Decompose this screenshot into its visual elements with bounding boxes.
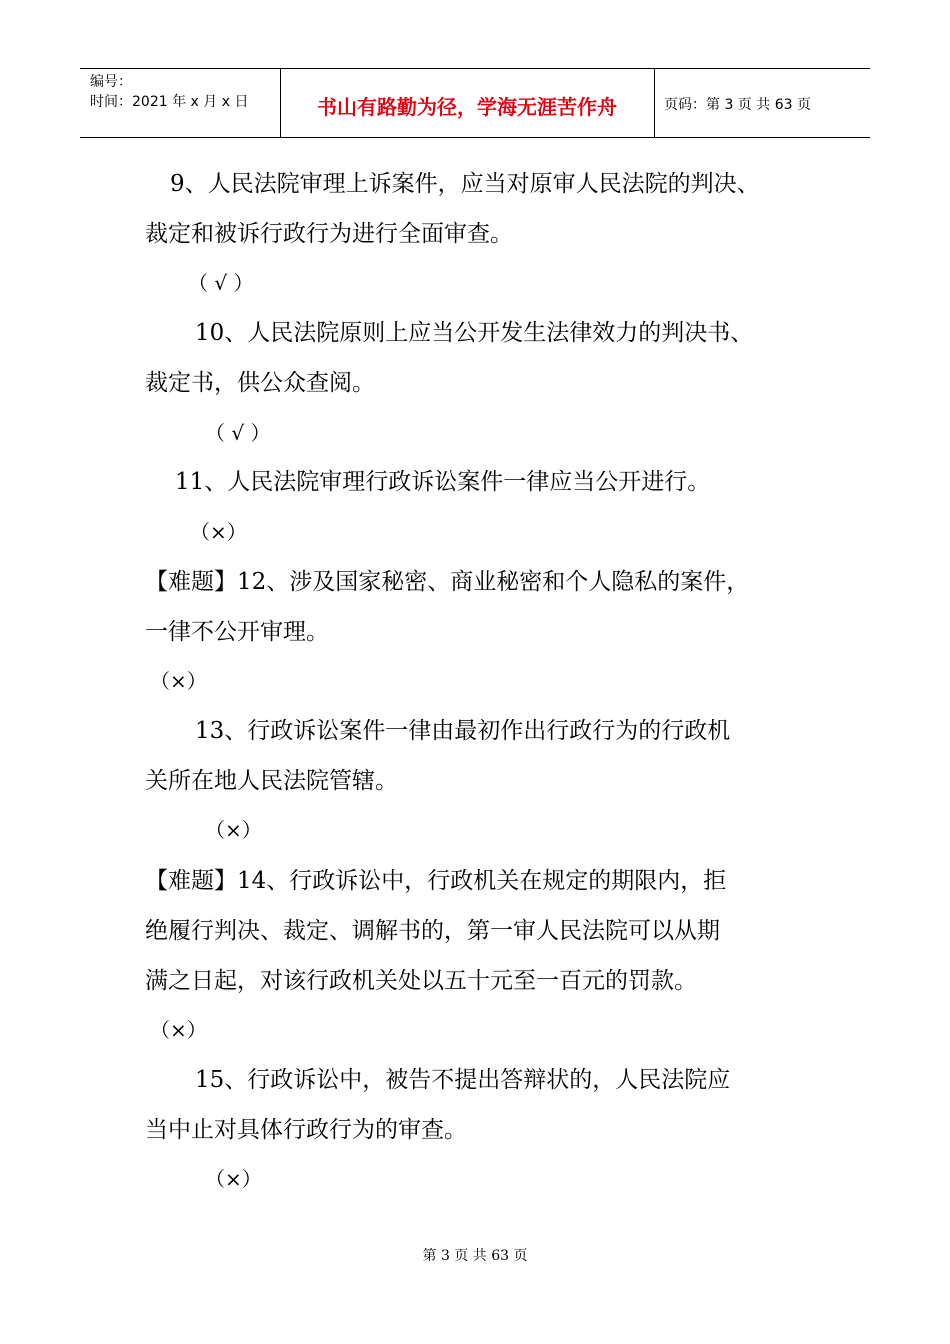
document-date-label: 时间：2021 年 x 月 x 日 bbox=[90, 94, 249, 110]
header-motto-cell bbox=[280, 69, 655, 137]
question-15-answer: （×） bbox=[205, 1167, 262, 1191]
header-info-cell bbox=[80, 69, 281, 137]
question-13-line-2: 关所在地人民法院管辖。 bbox=[145, 768, 398, 794]
question-14-line-3: 满之日起，对该行政机关处以五十元至一百元的罚款。 bbox=[145, 968, 697, 994]
page-footer: 第 3 页 共 63 页 bbox=[422, 1248, 528, 1264]
question-15-line-1: 15、行政诉讼中，被告不提出答辩状的，人民法院应 bbox=[195, 1067, 731, 1093]
question-10-line-2: 裁定书，供公众查阅。 bbox=[145, 370, 375, 396]
question-10-line-1: 10、人民法院原则上应当公开发生法律效力的判决书、 bbox=[195, 320, 754, 346]
question-9-answer: （ √ ） bbox=[188, 271, 254, 295]
question-10-answer: （ √ ） bbox=[205, 421, 271, 445]
header-page-number: 页码：第 3 页 共 63 页 bbox=[664, 97, 811, 113]
question-15-line-2: 当中止对具体行政行为的审查。 bbox=[145, 1117, 467, 1143]
page-header bbox=[80, 68, 870, 138]
question-14-line-2: 绝履行判决、裁定、调解书的，第一审人民法院可以从期 bbox=[145, 918, 720, 944]
question-11-line-1: 11、人民法院审理行政诉讼案件一律应当公开进行。 bbox=[175, 469, 711, 495]
question-14-line-1: 【难题】14、行政诉讼中，行政机关在规定的期限内，拒 bbox=[145, 868, 727, 894]
question-13-line-1: 13、行政诉讼案件一律由最初作出行政行为的行政机 bbox=[195, 718, 731, 744]
question-11-answer: （×） bbox=[190, 520, 247, 544]
header-page-cell bbox=[654, 69, 870, 137]
question-12-answer: （×） bbox=[150, 669, 207, 693]
question-13-answer: （×） bbox=[205, 818, 262, 842]
question-14-answer: （×） bbox=[150, 1018, 207, 1042]
question-9-line-2: 裁定和被诉行政行为进行全面审查。 bbox=[145, 221, 513, 247]
question-9-line-1: 9、人民法院审理上诉案件，应当对原审人民法院的判决、 bbox=[170, 171, 760, 197]
question-12-line-1: 【难题】12、涉及国家秘密、商业秘密和个人隐私的案件， bbox=[145, 569, 750, 595]
question-12-line-2: 一律不公开审理。 bbox=[145, 619, 329, 645]
header-motto: 书山有路勤为径，学海无涯苦作舟 bbox=[317, 95, 617, 119]
document-number-label: 编号： bbox=[90, 74, 132, 90]
